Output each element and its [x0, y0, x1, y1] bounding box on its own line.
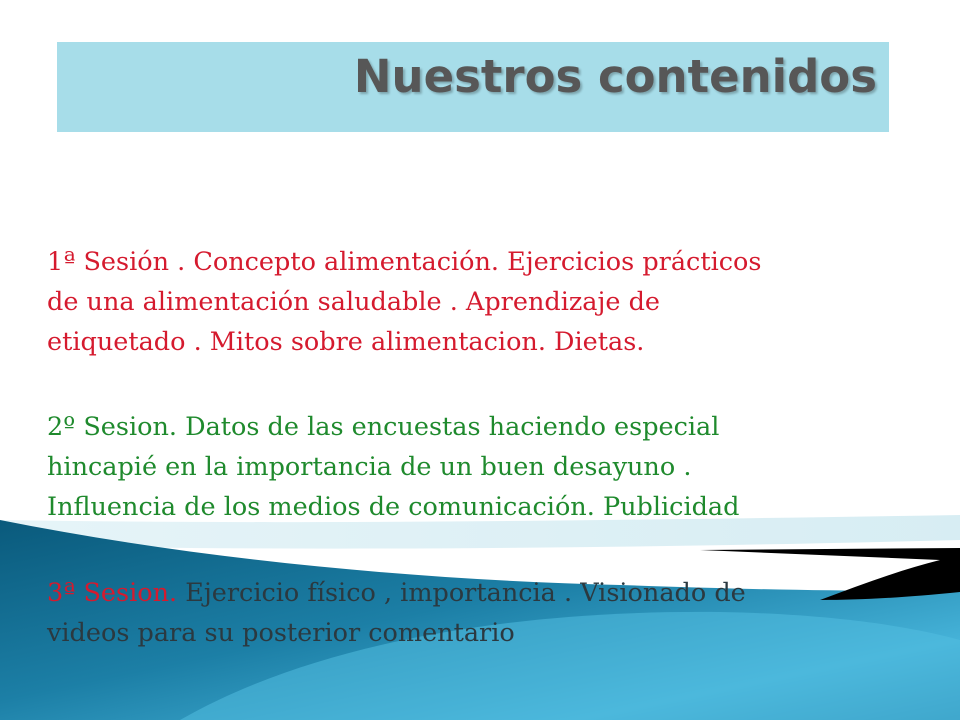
session-2-paragraph [47, 407, 927, 527]
session-3-line-2: videos para su posterior comentario [47, 618, 515, 648]
session-1-line-3: etiquetado . Mitos sobre alimentacion. Dietas. [47, 327, 645, 357]
session-1-line-1 [47, 242, 927, 282]
session-3-label: 3ª Sesion. [47, 578, 178, 608]
session-1-paragraph [47, 242, 927, 362]
session-2-label: 2º Sesion. [47, 412, 178, 442]
session-1-label: 1ª Sesión [47, 247, 170, 277]
session-2-text: Datos de las encuestas haciendo especial [177, 412, 720, 442]
title-bar [57, 42, 889, 132]
session-1-text: . Concepto alimentación. Ejercicios prácticos [169, 247, 762, 277]
session-2-line-1 [47, 407, 927, 447]
page-title: Nuestros contenidos [353, 50, 877, 103]
session-3-line-1 [47, 573, 927, 613]
session-2-line-2: hincapié en la importancia de un buen desayuno . [47, 452, 692, 482]
session-3-paragraph [47, 573, 927, 653]
session-3-text: Ejercicio físico , importancia . Visionado de [177, 578, 746, 608]
session-1-line-2: de una alimentación saludable . Aprendizaje de [47, 287, 661, 317]
session-2-line-3: Influencia de los medios de comunicación. Publicidad [47, 492, 740, 522]
